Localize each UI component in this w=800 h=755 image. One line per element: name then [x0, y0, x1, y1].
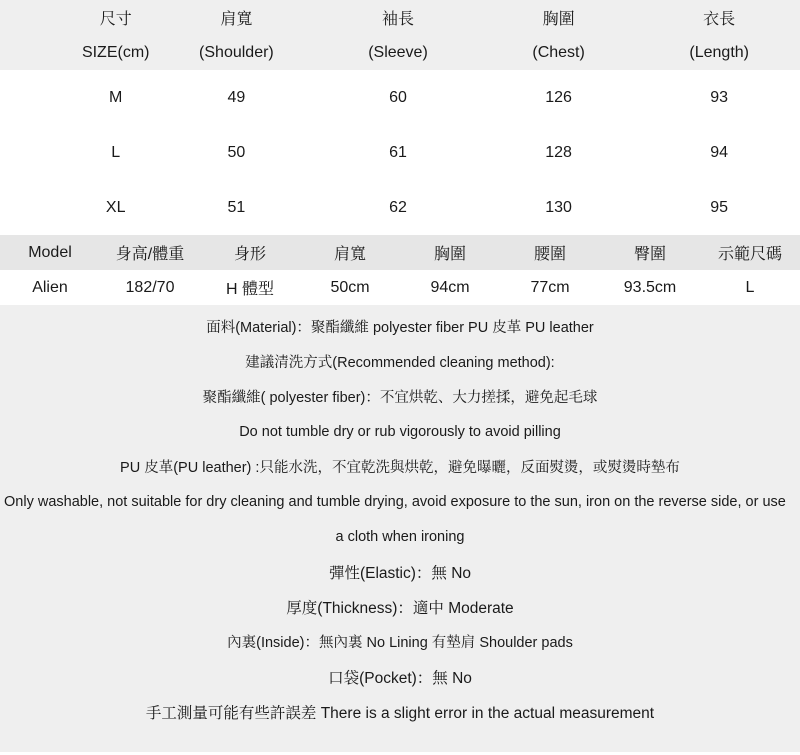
size-cell: M — [109, 88, 123, 106]
table-row — [0, 125, 800, 180]
chest-cell: 94cm — [430, 278, 470, 296]
size-table — [0, 0, 800, 235]
header-cell: (Shoulder) — [199, 43, 274, 61]
size-header-en — [0, 35, 800, 70]
waist-cell: 77cm — [530, 278, 570, 296]
table-row — [0, 180, 800, 235]
cleaning-heading: 建議清洗方式(Recommended cleaning method): — [245, 355, 555, 371]
length-cell: 93 — [710, 88, 729, 106]
polyester-care-en: Do not tumble dry or rub vigorously to avoid pilling — [239, 423, 561, 440]
header-cell: Model — [28, 243, 72, 261]
pu-care-zh: PU 皮革(PU leather) :只能水洗，不宜乾洗與烘乾，避免曝曬，反面熨燙，或熨燙時墊布 — [120, 460, 680, 476]
header-cell: 肩寬 — [333, 246, 366, 263]
model-name-cell: Alien — [32, 278, 68, 296]
shoulder-cell: 51 — [227, 198, 246, 216]
header-cell: 腰圍 — [533, 246, 566, 263]
length-cell: 94 — [710, 143, 729, 161]
product-notes — [0, 305, 800, 752]
shoulder-cell: 49 — [227, 88, 246, 106]
header-cell: 身形 — [233, 246, 266, 263]
header-cell: (Sleeve) — [368, 43, 428, 61]
header-cell: 袖長 — [381, 11, 414, 28]
length-cell: 95 — [710, 198, 729, 216]
lining-note: 內裏(Inside)：無內裏 No Lining 有墊肩 Shoulder pads — [227, 635, 573, 651]
size-header-zh — [0, 0, 800, 35]
shoulder-cell: 50 — [227, 143, 246, 161]
measurement-disclaimer: 手工測量可能有些許誤差 There is a slight error in the actual measurement — [145, 704, 655, 722]
size-cell: L — [111, 143, 121, 161]
header-cell: 胸圍 — [433, 246, 466, 263]
chest-cell: 128 — [545, 143, 572, 161]
sleeve-cell: 60 — [389, 88, 407, 106]
polyester-care-zh: 聚酯纖維( polyester fiber)：不宜烘乾、大力搓揉，避免起毛球 — [202, 390, 598, 406]
material-note: 面料(Material)：聚酯纖維 polyester fiber PU 皮革 PU leather — [206, 320, 594, 336]
height-weight-cell: 182/70 — [125, 278, 175, 296]
model-table — [0, 235, 800, 305]
elastic-note: 彈性(Elastic)：無 No — [328, 564, 472, 582]
chest-cell: 130 — [545, 198, 572, 216]
shoulder-cell: 50cm — [330, 278, 370, 296]
pu-care-en: Only washable, not suitable for dry cleaning and tumble drying, avoid exposure to the sun, iron on the reverse side, or use — [4, 493, 786, 510]
hip-cell: 93.5cm — [623, 278, 677, 296]
thickness-note: 厚度(Thickness)：適中 Moderate — [286, 599, 514, 617]
header-cell: 肩寬 — [220, 11, 253, 28]
table-row — [0, 70, 800, 125]
header-cell: (Chest) — [532, 43, 585, 61]
size-cell: XL — [105, 198, 126, 216]
sleeve-cell: 62 — [389, 198, 407, 216]
pu-care-en-cont: a cloth when ironing — [335, 528, 465, 545]
chest-cell: 126 — [545, 88, 572, 106]
header-cell: 胸圍 — [542, 11, 575, 28]
sleeve-cell: 61 — [389, 143, 407, 161]
header-cell: (Length) — [689, 43, 749, 61]
model-header-row — [0, 235, 800, 270]
header-cell: 衣長 — [703, 11, 736, 28]
header-cell: 身高/體重 — [115, 246, 185, 263]
size-cell: L — [745, 278, 755, 296]
header-cell: 尺寸 — [99, 11, 132, 28]
header-cell: SIZE(cm) — [81, 43, 150, 61]
header-cell: 臀圍 — [633, 246, 666, 263]
model-data-row — [0, 270, 800, 305]
pocket-note: 口袋(Pocket)：無 No — [328, 669, 472, 687]
header-cell: 示範尺碼 — [717, 246, 782, 263]
body-type-cell: H 體型 — [225, 281, 274, 298]
